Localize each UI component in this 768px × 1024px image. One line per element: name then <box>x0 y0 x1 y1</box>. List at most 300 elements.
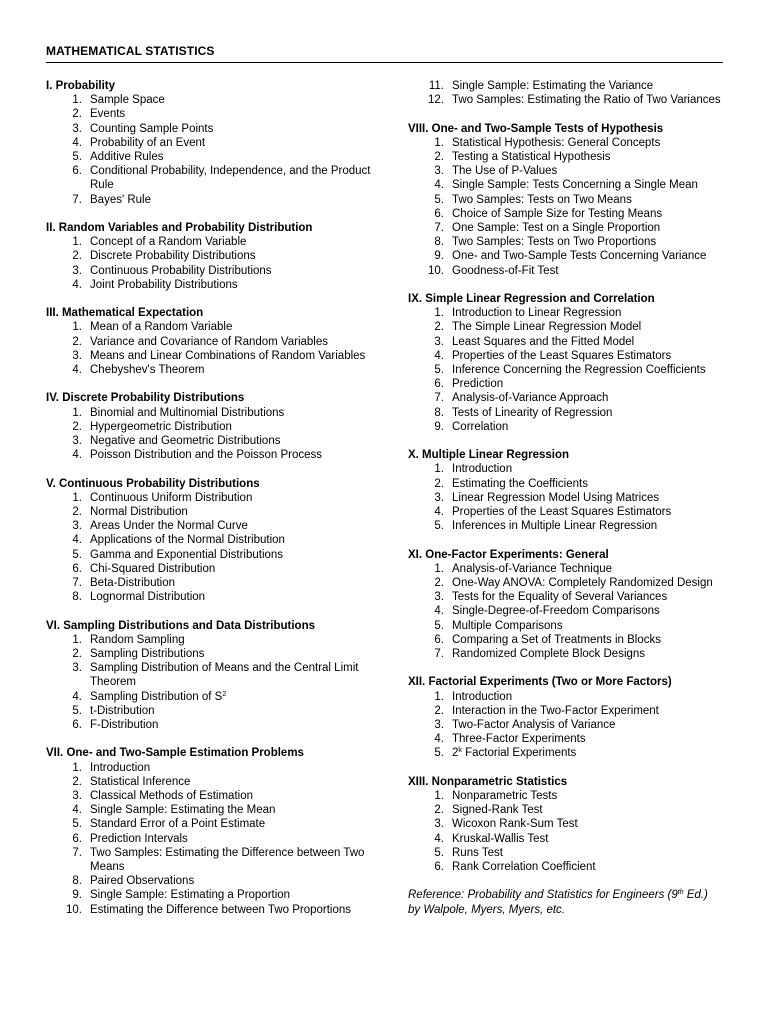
topic-number: 6. <box>434 207 444 220</box>
topic-number: 5. <box>434 364 444 377</box>
topic-text <box>452 207 738 221</box>
topic-text <box>90 647 386 661</box>
topic-text <box>452 647 738 661</box>
topic-text-main: Counting Sample Points <box>90 122 214 135</box>
topic-text <box>90 519 386 533</box>
topic-list <box>46 633 386 732</box>
topic-text-main: Two-Factor Analysis of Variance <box>452 719 616 732</box>
topic-text-main: Random Sampling <box>90 633 185 646</box>
topic-text-main: Prediction <box>452 378 504 391</box>
topic-number: 2. <box>434 477 444 490</box>
topic-text-main: Sampling Distribution of S <box>90 690 223 703</box>
topic-number: 5. <box>72 151 82 164</box>
topic-text-main: Three-Factor Experiments <box>452 733 586 746</box>
topic-item <box>408 93 738 107</box>
topic-item <box>46 249 386 263</box>
topic-text-main: Bayes' Rule <box>90 193 152 206</box>
topic-number: 6. <box>434 861 444 874</box>
topic-number: 2. <box>434 804 444 817</box>
topic-number: 6. <box>72 562 82 575</box>
topic-text <box>90 789 386 803</box>
topic-item <box>46 548 386 562</box>
topic-text <box>452 306 738 320</box>
topic-number: 5. <box>72 818 82 831</box>
topic-item <box>46 491 386 505</box>
topic-text-main: Negative and Geometric Distributions <box>90 435 281 448</box>
topic-list <box>408 789 738 874</box>
section-heading: II. Random Variables and Probability Distribution <box>46 222 313 235</box>
topic-text <box>452 193 738 207</box>
syllabus-section <box>46 391 386 462</box>
topic-number: 3. <box>72 435 82 448</box>
topic-text-main: Signed-Rank Test <box>452 804 543 817</box>
syllabus-section <box>408 122 738 278</box>
topic-text-main: Single Sample: Estimating the Variance <box>452 80 654 92</box>
topic-item <box>408 846 738 860</box>
topic-text-main: Runs Test <box>452 846 503 859</box>
topic-text-main: Classical Methods of Estimation <box>90 790 253 803</box>
topic-item <box>408 690 738 704</box>
topic-number: 8. <box>434 236 444 249</box>
topic-item <box>408 746 738 760</box>
topic-text <box>90 136 386 150</box>
topic-text <box>452 562 738 576</box>
topic-text-main: Wicoxon Rank-Sum Test <box>452 818 578 831</box>
topic-item <box>408 491 738 505</box>
topic-number: 6. <box>72 719 82 732</box>
topic-text <box>452 249 738 263</box>
topic-text <box>452 491 738 505</box>
topic-item <box>408 207 738 221</box>
topic-text <box>90 803 386 817</box>
topic-text-main: Prediction Intervals <box>90 832 188 845</box>
topic-text-main: Variance and Covariance of Random Variables <box>90 335 329 348</box>
topic-number: 2. <box>72 648 82 661</box>
topic-text-main: Estimating the Difference between Two Proportions <box>90 903 352 916</box>
section-heading: IX. Simple Linear Regression and Correlation <box>408 293 655 306</box>
topic-number: 4. <box>434 605 444 618</box>
syllabus-section <box>46 221 386 292</box>
topic-text <box>90 548 386 562</box>
topic-text-main: Poisson Distribution and the Poisson Process <box>90 449 323 462</box>
topic-text <box>90 420 386 434</box>
topic-text-main: Single-Degree-of-Freedom Comparisons <box>452 605 660 618</box>
topic-number: 2. <box>72 108 82 121</box>
syllabus-section <box>408 548 738 662</box>
topic-item <box>408 136 738 150</box>
left-column <box>46 79 386 931</box>
topic-number: 9. <box>434 420 444 433</box>
topic-number: 3. <box>72 122 82 135</box>
topic-text-main: Comparing a Set of Treatments in Blocks <box>452 633 662 646</box>
section-heading: VIII. One- and Two-Sample Tests of Hypothesis <box>408 122 664 135</box>
topic-item <box>408 619 738 633</box>
topic-text <box>90 590 386 604</box>
topic-item <box>46 647 386 661</box>
topic-text-main: Binomial and Multinomial Distributions <box>90 406 285 419</box>
syllabus-section <box>408 79 738 107</box>
topic-item <box>408 363 738 377</box>
topic-number: 2. <box>434 704 444 717</box>
topic-item <box>46 235 386 249</box>
topic-text-main: Goodness-of-Fit Test <box>452 264 559 277</box>
topic-text-main: Hypergeometric Distribution <box>90 420 232 433</box>
section-heading: XI. One-Factor Experiments: General <box>408 548 609 561</box>
topic-text <box>90 562 386 576</box>
topic-list <box>408 79 738 107</box>
topic-item <box>408 221 738 235</box>
topic-text <box>452 178 738 192</box>
topic-text <box>452 789 738 803</box>
topic-text-main: Inferences in Multiple Linear Regression <box>452 520 658 533</box>
topic-item <box>408 235 738 249</box>
topic-number: 7. <box>72 193 82 206</box>
topic-list <box>408 562 738 661</box>
topic-list <box>46 235 386 292</box>
topic-text-main: t-Distribution <box>90 704 155 717</box>
topic-number: 7. <box>434 392 444 405</box>
topic-item <box>46 803 386 817</box>
topic-text-main: Single Sample: Tests Concerning a Single Mean <box>452 179 698 192</box>
topic-number: 4. <box>72 804 82 817</box>
topic-text <box>90 704 386 718</box>
topic-item <box>46 690 386 704</box>
topic-text <box>452 505 738 519</box>
topic-superscript: k <box>458 747 462 755</box>
topic-number: 4. <box>72 690 82 703</box>
topic-text <box>90 448 386 462</box>
topic-item <box>408 477 738 491</box>
topic-item <box>408 604 738 618</box>
topic-number: 4. <box>434 179 444 192</box>
topic-text <box>90 661 386 689</box>
topic-text <box>452 264 738 278</box>
topic-number: 4. <box>434 832 444 845</box>
topic-text <box>452 391 738 405</box>
topic-item <box>408 406 738 420</box>
topic-number: 1. <box>434 790 444 803</box>
topic-text-main: Sampling Distribution of Means and the Central Limit Theorem <box>90 662 359 689</box>
reference-text-a: Reference: Probability and Statistics for Engineers (9 <box>408 889 678 902</box>
topic-number: 6. <box>72 165 82 178</box>
topic-text-main: Mean of a Random Variable <box>90 321 233 334</box>
section-heading: IV. Discrete Probability Distributions <box>46 392 245 405</box>
topic-number: 1. <box>72 321 82 334</box>
topic-number: 3. <box>434 719 444 732</box>
topic-item <box>408 193 738 207</box>
section-heading: V. Continuous Probability Distributions <box>46 477 260 490</box>
topic-number: 2. <box>72 250 82 263</box>
topic-number: 8. <box>72 591 82 604</box>
topic-text-main: Discrete Probability Distributions <box>90 250 256 263</box>
topic-item <box>408 391 738 405</box>
topic-item <box>408 633 738 647</box>
topic-text-main: Choice of Sample Size for Testing Means <box>452 207 663 220</box>
topic-text <box>452 406 738 420</box>
topic-item <box>408 590 738 604</box>
topic-item <box>46 93 386 107</box>
topic-item <box>46 761 386 775</box>
section-heading: III. Mathematical Expectation <box>46 307 204 320</box>
topic-text <box>452 832 738 846</box>
syllabus-section <box>408 292 738 434</box>
topic-text-main: Single Sample: Estimating a Proportion <box>90 889 291 902</box>
topic-number: 2. <box>434 577 444 590</box>
topic-text <box>90 249 386 263</box>
topic-number: 3. <box>72 349 82 362</box>
topic-text <box>90 633 386 647</box>
topic-text-main: Introduction <box>452 463 513 476</box>
right-column <box>408 79 738 917</box>
topic-text-main: Nonparametric Tests <box>452 790 558 803</box>
topic-text-main: Interaction in the Two-Factor Experiment <box>452 704 659 717</box>
topic-item <box>46 888 386 902</box>
topic-list <box>46 93 386 207</box>
syllabus-section <box>46 477 386 605</box>
topic-number: 6. <box>434 633 444 646</box>
topic-item <box>46 349 386 363</box>
topic-text-main: Conditional Probability, Independence, and the Product Rule <box>90 165 371 192</box>
topic-number: 5. <box>72 704 82 717</box>
topic-number: 1. <box>72 236 82 249</box>
topic-text-main: The Simple Linear Regression Model <box>452 321 642 334</box>
topic-item <box>408 150 738 164</box>
page-title: MATHEMATICAL STATISTICS <box>46 44 215 58</box>
topic-text <box>452 746 738 760</box>
topic-item <box>46 335 386 349</box>
topic-item <box>46 590 386 604</box>
topic-item <box>46 420 386 434</box>
topic-text <box>90 349 386 363</box>
topic-number: 3. <box>434 491 444 504</box>
topic-item <box>408 79 738 93</box>
topic-text <box>90 903 386 917</box>
topic-item <box>408 803 738 817</box>
topic-number: 1. <box>72 761 82 774</box>
topic-text <box>90 164 386 192</box>
topic-number: 4. <box>434 349 444 362</box>
topic-number: 2. <box>434 321 444 334</box>
topic-text <box>452 590 738 604</box>
topic-item <box>46 320 386 334</box>
topic-text-main: Analysis-of-Variance Technique <box>452 562 613 575</box>
topic-item <box>46 122 386 136</box>
topic-text <box>90 122 386 136</box>
topic-text-main: Correlation <box>452 420 509 433</box>
topic-item <box>46 406 386 420</box>
topic-text <box>452 462 738 476</box>
topic-text-main: Properties of the Least Squares Estimators <box>452 349 672 362</box>
topic-text <box>90 278 386 292</box>
topic-item <box>46 832 386 846</box>
topic-item <box>46 519 386 533</box>
topic-item <box>408 505 738 519</box>
topic-text-main: Introduction to Linear Regression <box>452 307 622 320</box>
topic-text <box>452 604 738 618</box>
topic-number: 4. <box>72 364 82 377</box>
topic-text-main: One- and Two-Sample Tests Concerning Variance <box>452 250 707 263</box>
topic-text-main: Beta-Distribution <box>90 577 176 590</box>
topic-list <box>408 690 738 761</box>
topic-text <box>452 79 738 93</box>
topic-text-main: Lognormal Distribution <box>90 591 206 604</box>
topic-number: 7. <box>434 648 444 661</box>
topic-text <box>90 235 386 249</box>
topic-number: 4. <box>72 136 82 149</box>
topic-item <box>46 193 386 207</box>
reference-text-b: Ed.) <box>683 889 708 902</box>
topic-item <box>408 817 738 831</box>
topic-text <box>452 690 738 704</box>
topic-text <box>452 349 738 363</box>
topic-number: 1. <box>434 690 444 703</box>
topic-text-main: Randomized Complete Block Designs <box>452 648 646 661</box>
topic-list <box>46 761 386 917</box>
reference-line-1 <box>408 888 738 902</box>
topic-item <box>408 164 738 178</box>
topic-number: 1. <box>434 562 444 575</box>
topic-text <box>90 505 386 519</box>
topic-text-main: Sampling Distributions <box>90 648 205 661</box>
topic-text-main: Standard Error of a Point Estimate <box>90 818 266 831</box>
topic-number: 7. <box>72 846 82 859</box>
topic-text-main: Probability of an Event <box>90 136 206 149</box>
syllabus-section <box>408 675 738 760</box>
topic-text <box>90 363 386 377</box>
topic-text <box>90 107 386 121</box>
topic-text-main: Continuous Uniform Distribution <box>90 491 253 504</box>
topic-item <box>408 335 738 349</box>
syllabus-section <box>46 79 386 207</box>
topic-number: 3. <box>72 520 82 533</box>
topic-text <box>90 320 386 334</box>
topic-text-main: Joint Probability Distributions <box>90 278 238 291</box>
topic-text-main: 2 <box>452 747 459 760</box>
topic-item <box>46 846 386 874</box>
topic-number: 3. <box>434 818 444 831</box>
topic-text-main: Introduction <box>452 690 513 703</box>
topic-item <box>408 860 738 874</box>
topic-text <box>452 420 738 434</box>
topic-number: 6. <box>434 378 444 391</box>
topic-text-main: Tests of Linearity of Regression <box>452 406 613 419</box>
topic-text-main: Events <box>90 108 126 121</box>
topic-text <box>452 817 738 831</box>
topic-text-main: Multiple Comparisons <box>452 619 563 632</box>
topic-number: 12. <box>428 94 444 107</box>
topic-item <box>408 178 738 192</box>
topic-item <box>408 519 738 533</box>
topic-text <box>90 718 386 732</box>
topic-list <box>408 136 738 278</box>
topic-list <box>408 462 738 533</box>
topic-text <box>90 846 386 874</box>
topic-item <box>408 732 738 746</box>
topic-item <box>408 647 738 661</box>
topic-text <box>452 363 738 377</box>
topic-number: 6. <box>72 832 82 845</box>
syllabus-section <box>46 746 386 916</box>
topic-text-main: Means and Linear Combinations of Random Variables <box>90 349 366 362</box>
topic-text <box>90 576 386 590</box>
topic-text <box>90 93 386 107</box>
topic-text <box>90 832 386 846</box>
section-heading: VI. Sampling Distributions and Data Distributions <box>46 619 315 632</box>
topic-number: 3. <box>434 591 444 604</box>
topic-item <box>46 107 386 121</box>
topic-text <box>452 93 738 107</box>
topic-number: 2. <box>72 506 82 519</box>
syllabus-section <box>408 775 738 874</box>
topic-item <box>46 903 386 917</box>
topic-number: 7. <box>434 222 444 235</box>
section-heading: XII. Factorial Experiments (Two or More Factors) <box>408 676 672 689</box>
topic-item <box>46 264 386 278</box>
topic-text-main: Chi-Squared Distribution <box>90 562 216 575</box>
topic-number: 10. <box>66 903 82 916</box>
topic-text <box>90 874 386 888</box>
topic-item <box>46 562 386 576</box>
topic-text <box>90 761 386 775</box>
topic-number: 9. <box>72 889 82 902</box>
reference-line-2: by Walpole, Myers, Myers, etc. <box>408 903 565 916</box>
topic-item <box>46 661 386 689</box>
topic-number: 5. <box>434 846 444 859</box>
topic-item <box>46 704 386 718</box>
topic-text <box>452 164 738 178</box>
topic-text <box>90 335 386 349</box>
topic-number: 1. <box>434 307 444 320</box>
topic-text <box>452 150 738 164</box>
topic-text <box>452 732 738 746</box>
topic-text <box>452 846 738 860</box>
right-sections <box>408 79 738 874</box>
title-divider <box>46 62 723 63</box>
topic-item <box>408 832 738 846</box>
topic-number: 10. <box>428 264 444 277</box>
topic-text-main: Tests for the Equality of Several Variances <box>452 591 668 604</box>
topic-text-main: Statistical Inference <box>90 775 191 788</box>
topic-text-main: Least Squares and the Fitted Model <box>452 335 635 348</box>
topic-text-main: Properties of the Least Squares Estimators <box>452 506 672 519</box>
syllabus-section <box>46 306 386 377</box>
topic-number: 3. <box>72 790 82 803</box>
topic-number: 1. <box>434 463 444 476</box>
topic-item <box>46 363 386 377</box>
topic-text <box>452 335 738 349</box>
topic-text-main: Estimating the Coefficients <box>452 477 588 490</box>
topic-text <box>452 860 738 874</box>
topic-list <box>46 406 386 463</box>
topic-text-main: Two Samples: Tests on Two Means <box>452 193 632 206</box>
topic-number: 9. <box>434 250 444 263</box>
topic-text-main: Inference Concerning the Regression Coefficients <box>452 364 706 377</box>
topic-text <box>452 235 738 249</box>
topic-text-main: Normal Distribution <box>90 506 188 519</box>
topic-text-main: Linear Regression Model Using Matrices <box>452 491 660 504</box>
topic-number: 1. <box>72 406 82 419</box>
topic-text <box>452 704 738 718</box>
topic-number: 3. <box>72 662 82 675</box>
topic-number: 5. <box>434 747 444 760</box>
topic-number: 4. <box>72 449 82 462</box>
topic-text-main: Statistical Hypothesis: General Concepts <box>452 136 661 149</box>
topic-text <box>90 150 386 164</box>
topic-text <box>90 193 386 207</box>
topic-number: 1. <box>72 633 82 646</box>
topic-list <box>408 306 738 434</box>
topic-text-main: Rank Correlation Coefficient <box>452 861 596 874</box>
